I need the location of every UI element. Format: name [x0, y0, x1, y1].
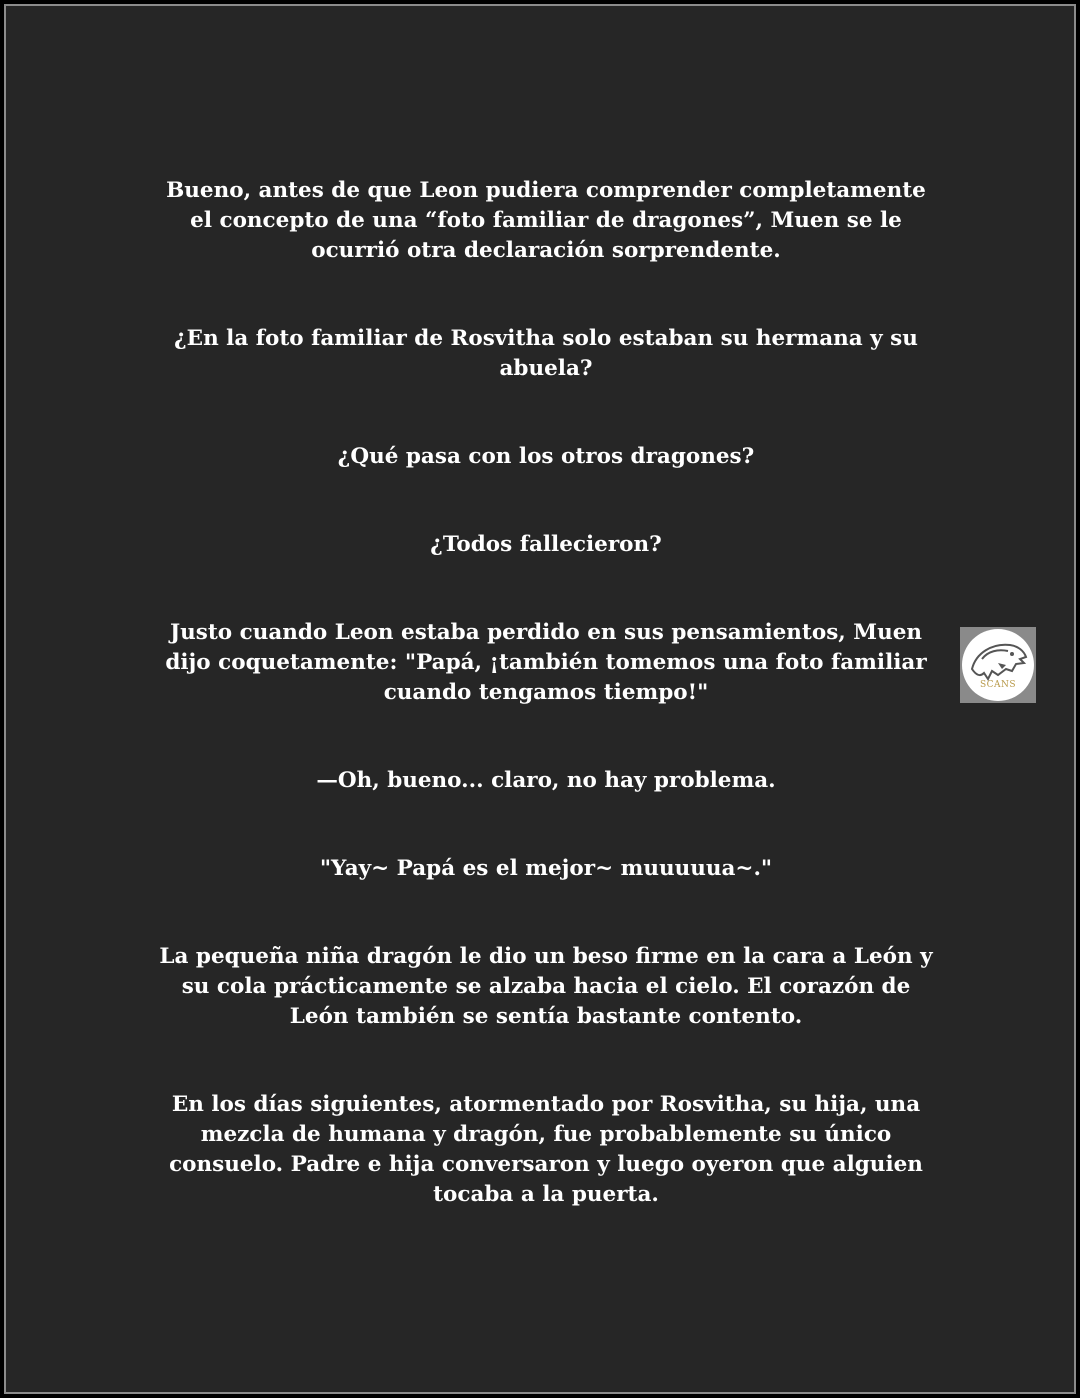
- dragon-head-icon: [962, 629, 1034, 701]
- logo-circle: [962, 629, 1034, 701]
- paragraph-3: ¿Qué pasa con los otros dragones?: [337, 444, 755, 469]
- paragraph-6: —Oh, bueno... claro, no hay problema.: [316, 768, 776, 793]
- paragraph-9: En los días siguientes, atormentado por Rosvitha, su hija, una mezcla de humana y dragón, fue probablemente su único consuelo. Padre e hija conversaron y luego oyeron que alguien tocaba a la puerta.: [169, 1092, 923, 1207]
- paragraph-7: "Yay~ Papá es el mejor~ muuuuua~.": [319, 856, 773, 881]
- paragraph-4: ¿Todos fallecieron?: [430, 532, 662, 557]
- paragraph-2: ¿En la foto familiar de Rosvitha solo estaban su hermana y su abuela?: [174, 326, 918, 381]
- logo-text: SCANS: [979, 680, 1017, 690]
- page-frame: [4, 4, 1076, 1394]
- paragraph-1: Bueno, antes de que Leon pudiera comprender completamente el concepto de una “foto familiar de dragones”, Muen se le ocurrió otra declaración sorprendente.: [166, 178, 926, 263]
- paragraph-5: Justo cuando Leon estaba perdido en sus pensamientos, Muen dijo coquetamente: "Papá, ¡también tomemos una foto familiar cuando tengamos tiempo!": [165, 620, 927, 705]
- text-column: [154, 176, 938, 1268]
- scans-watermark-logo: [960, 627, 1036, 703]
- paragraph-8: La pequeña niña dragón le dio un beso firme en la cara a León y su cola prácticamente se alzaba hacia el cielo. El corazón de León también se sentía bastante contento.: [159, 944, 933, 1029]
